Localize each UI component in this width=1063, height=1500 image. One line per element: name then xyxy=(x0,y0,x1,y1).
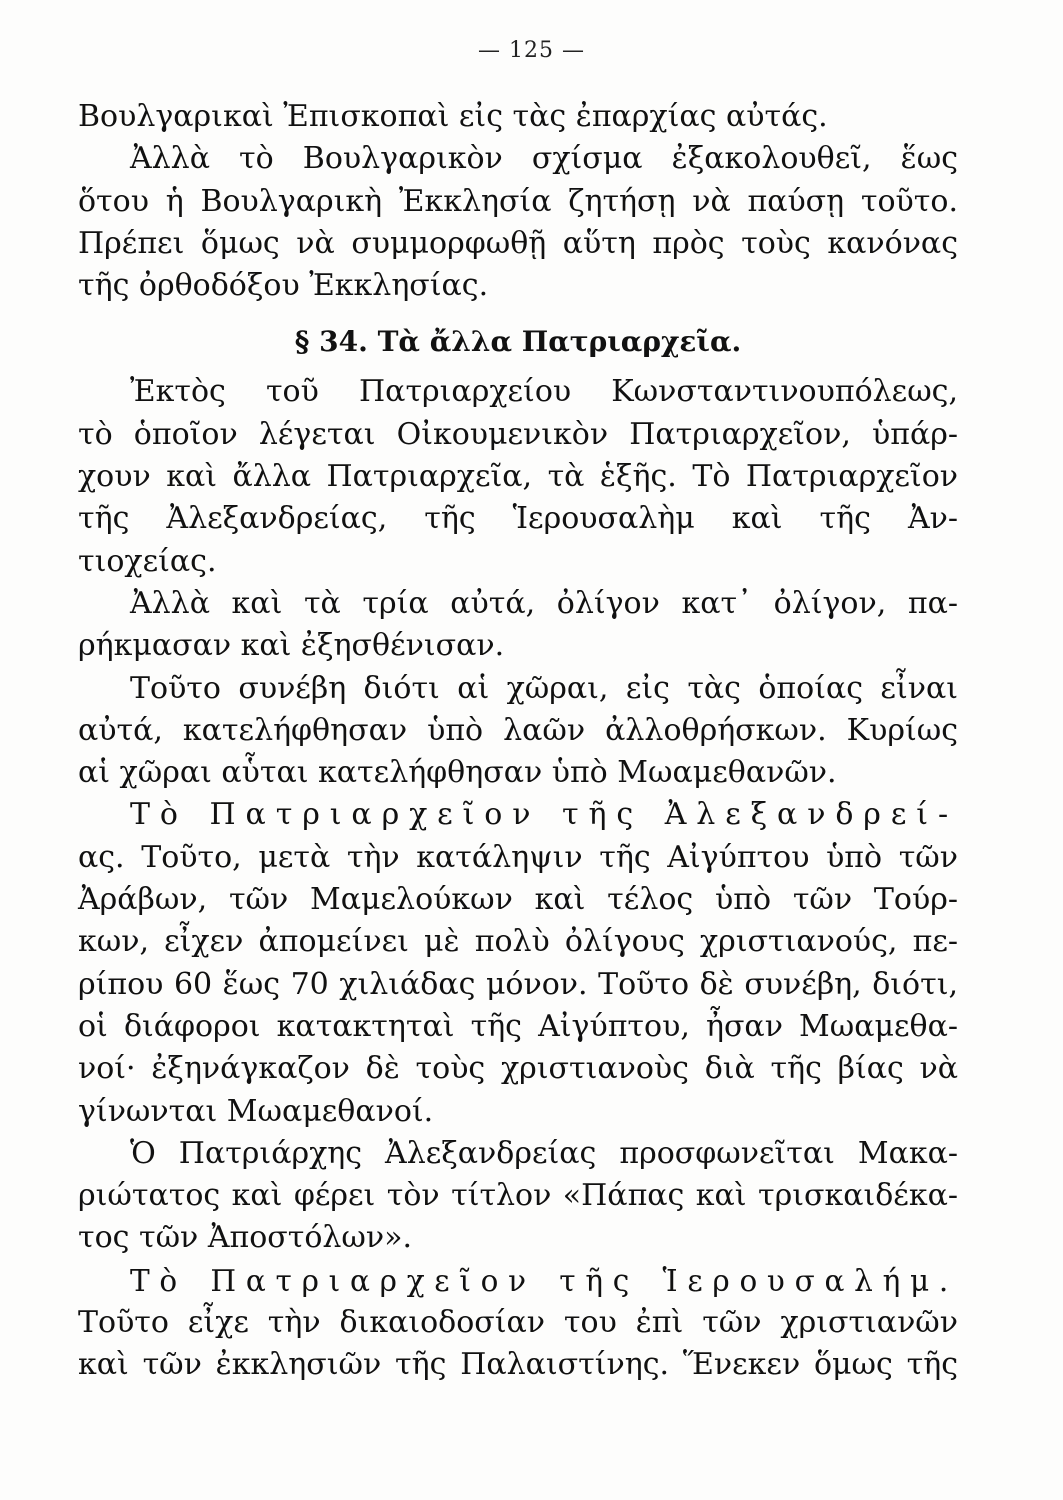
text-line: Ἀλλὰ τὸ Βουλγαρικὸν σχίσμα ἐξακολουθεῖ, ἕως xyxy=(130,141,958,177)
text-line: κων, εἶχεν ἀπομείνει μὲ πολὺ ὀλίγους χριστιανούς, πε- xyxy=(78,924,958,960)
text-line: ρήκμασαν καὶ ἐξησθένισαν. xyxy=(78,628,505,664)
text-line: οἱ διάφοροι κατακτηταὶ τῆς Αἰγύπτου, ἦσαν Μωαμεθα- xyxy=(78,1008,958,1044)
text-line: καὶ τῶν ἐκκλησιῶν τῆς Παλαιστίνης. Ἕνεκεν ὅμως τῆς xyxy=(78,1347,958,1383)
text-line: χουν καὶ ἄλλα Πατριαρχεῖα, τὰ ἑξῆς. Τὸ Πατριαρχεῖον xyxy=(78,459,958,495)
text-line: αὐτά, κατελήφθησαν ὑπὸ λαῶν ἀλλοθρήσκων. Κυρίως xyxy=(78,712,958,748)
text-line: Βουλγαρικαὶ Ἐπισκοπαὶ εἰς τὰς ἐπαρχίας αὐτάς. xyxy=(78,99,828,134)
text-line: Τὸ Πατριαρχεῖον τῆς Ἀλεξανδρεί- xyxy=(130,797,958,833)
text-line: Ὁ Πατριάρχης Ἀλεξανδρείας προσφωνεῖται Μακα- xyxy=(130,1135,958,1171)
text-line: αἱ χῶραι αὗται κατελήφθησαν ὑπὸ Μωαμεθανῶν. xyxy=(78,755,837,791)
text-line: τος τῶν Ἀποστόλων». xyxy=(78,1220,413,1256)
page-number: — 125 — xyxy=(478,38,585,63)
text-line: Πρέπει ὅμως νὰ συμμορφωθῇ αὕτη πρὸς τοὺς κανόνας xyxy=(78,225,958,261)
text-line: ριώτατος καὶ φέρει τὸν τίτλον «Πάπας καὶ τρισκαιδέκα- xyxy=(78,1178,958,1214)
text-line: ας. Τοῦτο, μετὰ τὴν κατάληψιν τῆς Αἰγύπτου ὑπὸ τῶν xyxy=(78,839,958,875)
section-heading: § 34. Τὰ ἄλλα Πατριαρχεῖα. xyxy=(294,325,742,359)
text-line: ρίπου 60 ἕως 70 χιλιάδας μόνον. Τοῦτο δὲ συνέβη, διότι, xyxy=(78,966,958,1002)
text-line: γίνωνται Μωαμεθανοί. xyxy=(78,1093,434,1129)
text-line: τιοχείας. xyxy=(78,543,217,579)
text-line: Ἐκτὸς τοῦ Πατριαρχείου Κωνσταντινουπόλεως, xyxy=(130,374,958,410)
text-line: Τὸ Πατριαρχεῖον τῆς Ἱερουσαλήμ. xyxy=(130,1263,958,1298)
text-line: Ἀράβων, τῶν Μαμελούκων καὶ τέλος ὑπὸ τῶν Τούρ- xyxy=(78,882,958,918)
text-line: Ἀλλὰ καὶ τὰ τρία αὐτά, ὀλίγον κατ᾽ ὀλίγον, πα- xyxy=(130,585,958,621)
text-line: τῆς ὀρθοδόξου Ἐκκλησίας. xyxy=(78,268,489,304)
text-line: τῆς Ἀλεξανδρείας, τῆς Ἱερουσαλὴμ καὶ τῆς Ἀν- xyxy=(78,501,958,537)
body-text xyxy=(78,96,958,1387)
text-line: τὸ ὁποῖον λέγεται Οἰκουμενικὸν Πατριαρχεῖον, ὑπάρ- xyxy=(78,416,958,452)
text-line: Τοῦτο συνέβη διότι αἱ χῶραι, εἰς τὰς ὁποίας εἶναι xyxy=(130,670,958,706)
text-line: ὅτου ἡ Βουλγαρικὴ Ἐκκλησία ζητήσῃ νὰ παύσῃ τοῦτο. xyxy=(78,183,958,219)
text-line: νοί· ἐξηνάγκαζον δὲ τοὺς χριστιανοὺς διὰ τῆς βίας νὰ xyxy=(78,1051,958,1087)
text-line: Τοῦτο εἶχε τὴν δικαιοδοσίαν του ἐπὶ τῶν χριστιανῶν xyxy=(78,1305,958,1341)
